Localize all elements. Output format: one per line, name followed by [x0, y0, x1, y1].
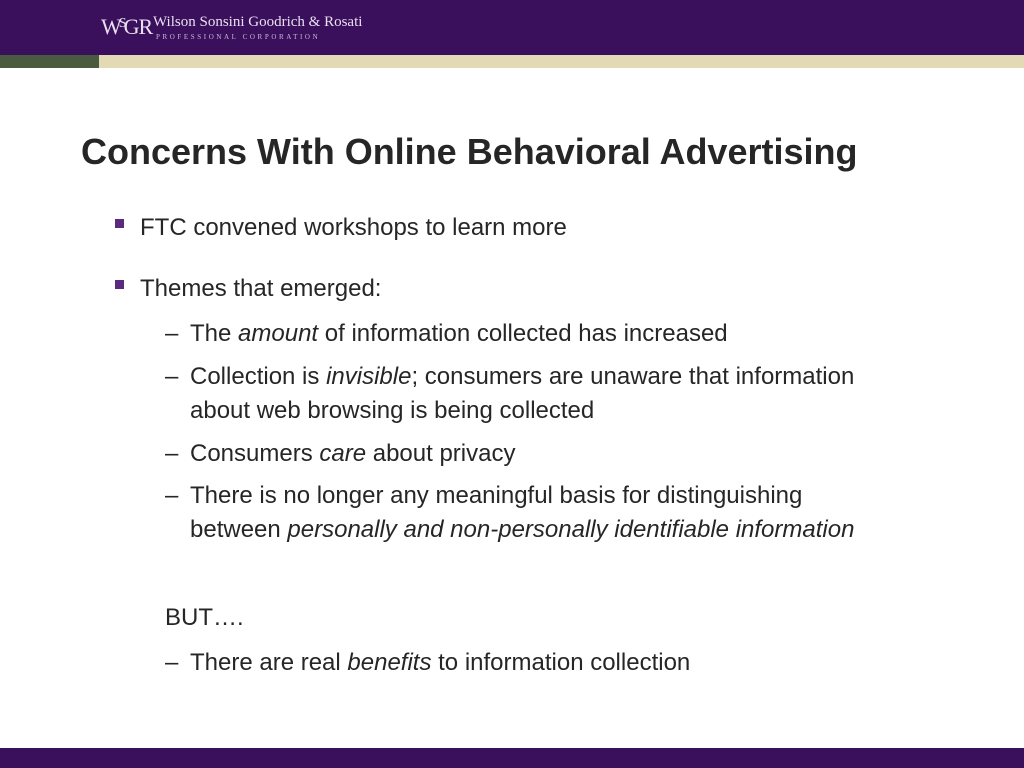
dash-marker: –	[165, 649, 179, 676]
dash-marker: –	[165, 363, 179, 390]
square-bullet-icon	[115, 219, 124, 228]
sub-bullet-item: – Collection is invisible; consumers are unaware that information about web browsing is being collected	[165, 360, 885, 428]
footer-bar	[0, 748, 1024, 768]
firm-name: Wilson Sonsini Goodrich & Rosati	[153, 14, 363, 30]
dash-marker: –	[165, 482, 179, 509]
header-bar	[0, 0, 1024, 55]
accent-stripe-right	[99, 55, 1024, 68]
but-text: BUT….	[165, 604, 244, 631]
firm-logo-mark: $W^SGR$	[101, 14, 153, 39]
bullet-item: FTC convened workshops to learn more	[140, 214, 567, 241]
accent-stripe-left	[0, 55, 99, 68]
sub-bullet-item: – There are real benefits to information collection	[165, 646, 885, 680]
firm-subtitle: PROFESSIONAL CORPORATION	[156, 33, 321, 41]
bullet-item: Themes that emerged:	[140, 275, 382, 302]
dash-marker: –	[165, 440, 179, 467]
sub-bullet-item: – Consumers care about privacy	[165, 437, 885, 471]
square-bullet-icon	[115, 280, 124, 289]
sub-bullet-item: – There is no longer any meaningful basis for distinguishing between personally and non-personally identifiable information	[165, 479, 885, 547]
slide-title: Concerns With Online Behavioral Advertising	[81, 131, 858, 172]
sub-bullet-item: – The amount of information collected has increased	[165, 317, 885, 351]
dash-marker: –	[165, 320, 179, 347]
